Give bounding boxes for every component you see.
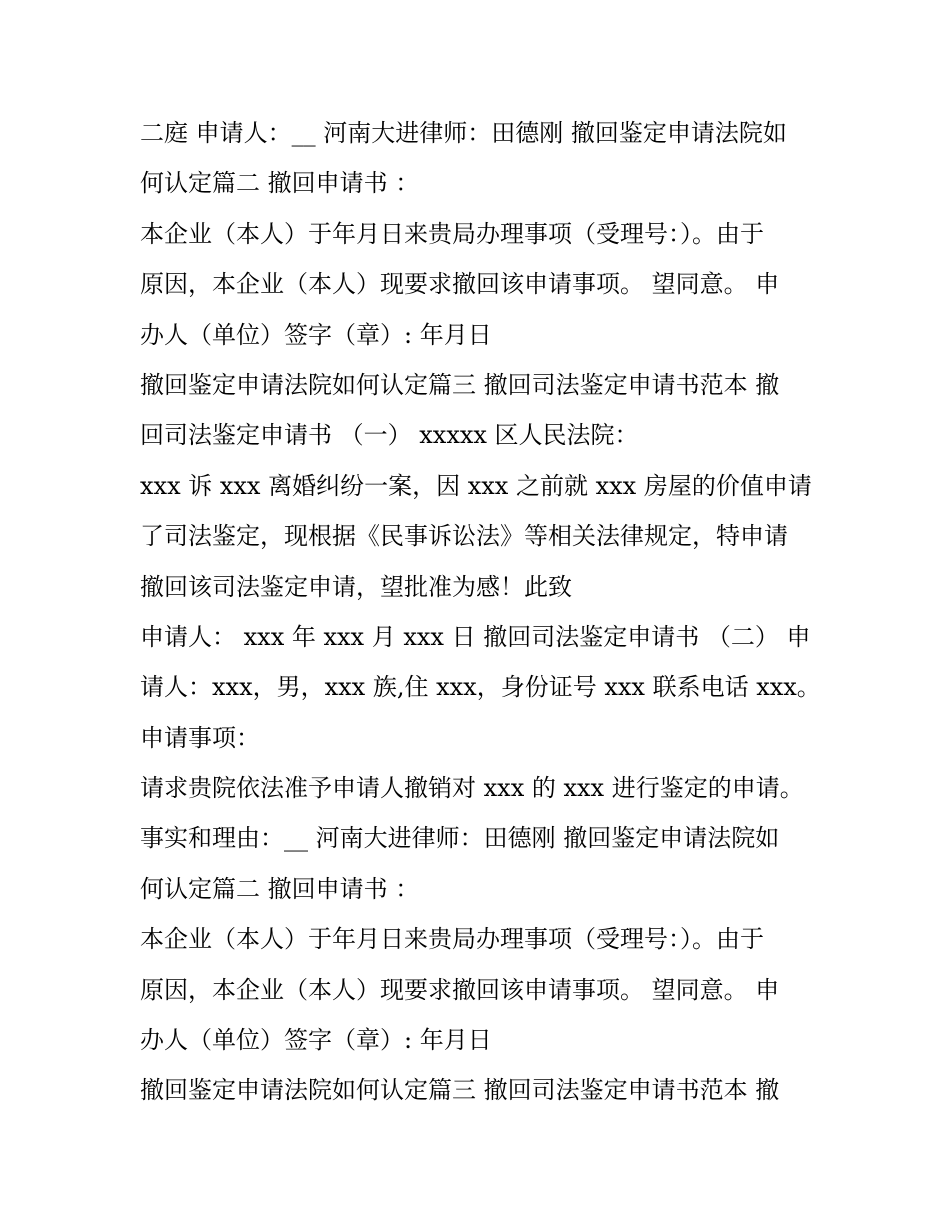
text-line: 何认定篇二 撤回申请书 ：: [140, 874, 420, 903]
document-body: [140, 108, 820, 1116]
text-line: 何认定篇二 撤回申请书 ：: [140, 169, 420, 198]
text-line: 事实和理由：__ 河南大进律师：田德刚 撤回鉴定申请法院如: [140, 824, 780, 853]
text-line: 申请事项：: [140, 723, 260, 752]
text-line: 办人（单位）签字（章）: 年月日: [140, 320, 492, 349]
text-line: 撤回该司法鉴定申请，望批准为感！此致: [140, 572, 572, 601]
text-line: 二庭 申请人：__ 河南大进律师：田德刚 撤回鉴定申请法院如: [140, 119, 787, 147]
text-line: 撤回鉴定申请法院如何认定篇三 撤回司法鉴定申请书范本 撤: [140, 370, 780, 399]
text-line: 原因，本企业（本人）现要求撤回该申请事项。 望同意。 申: [140, 975, 780, 1004]
text-line: 请人：xxx，男，xxx 族,住 xxx，身份证号 xxx 联系电话 xxx。: [140, 673, 821, 702]
text-line: 请求贵院依法准予申请人撤销对 xxx 的 xxx 进行鉴定的申请。: [140, 774, 804, 803]
text-line: 原因，本企业（本人）现要求撤回该申请事项。 望同意。 申: [140, 270, 780, 299]
text-line: 申请人： xxx 年 xxx 月 xxx 日 撤回司法鉴定申请书 （二） 申: [140, 622, 811, 651]
text-line: xxx 诉 xxx 离婚纠纷一案，因 xxx 之前就 xxx 房屋的价值申请: [140, 471, 812, 500]
text-line: 撤回鉴定申请法院如何认定篇三 撤回司法鉴定申请书范本 撤: [140, 1076, 780, 1105]
text-line: 了司法鉴定，现根据《民事诉讼法》等相关法律规定，特申请: [140, 522, 788, 551]
text-line: 回司法鉴定申请书 （一） xxxxx 区人民法院：: [140, 421, 639, 450]
text-line: 本企业（本人）于年月日来贵局办理事项（受理号：）。由于: [140, 925, 764, 954]
text-line: 办人（单位）签字（章）: 年月日: [140, 1026, 492, 1055]
text-line: 本企业（本人）于年月日来贵局办理事项（受理号：）。由于: [140, 219, 764, 248]
